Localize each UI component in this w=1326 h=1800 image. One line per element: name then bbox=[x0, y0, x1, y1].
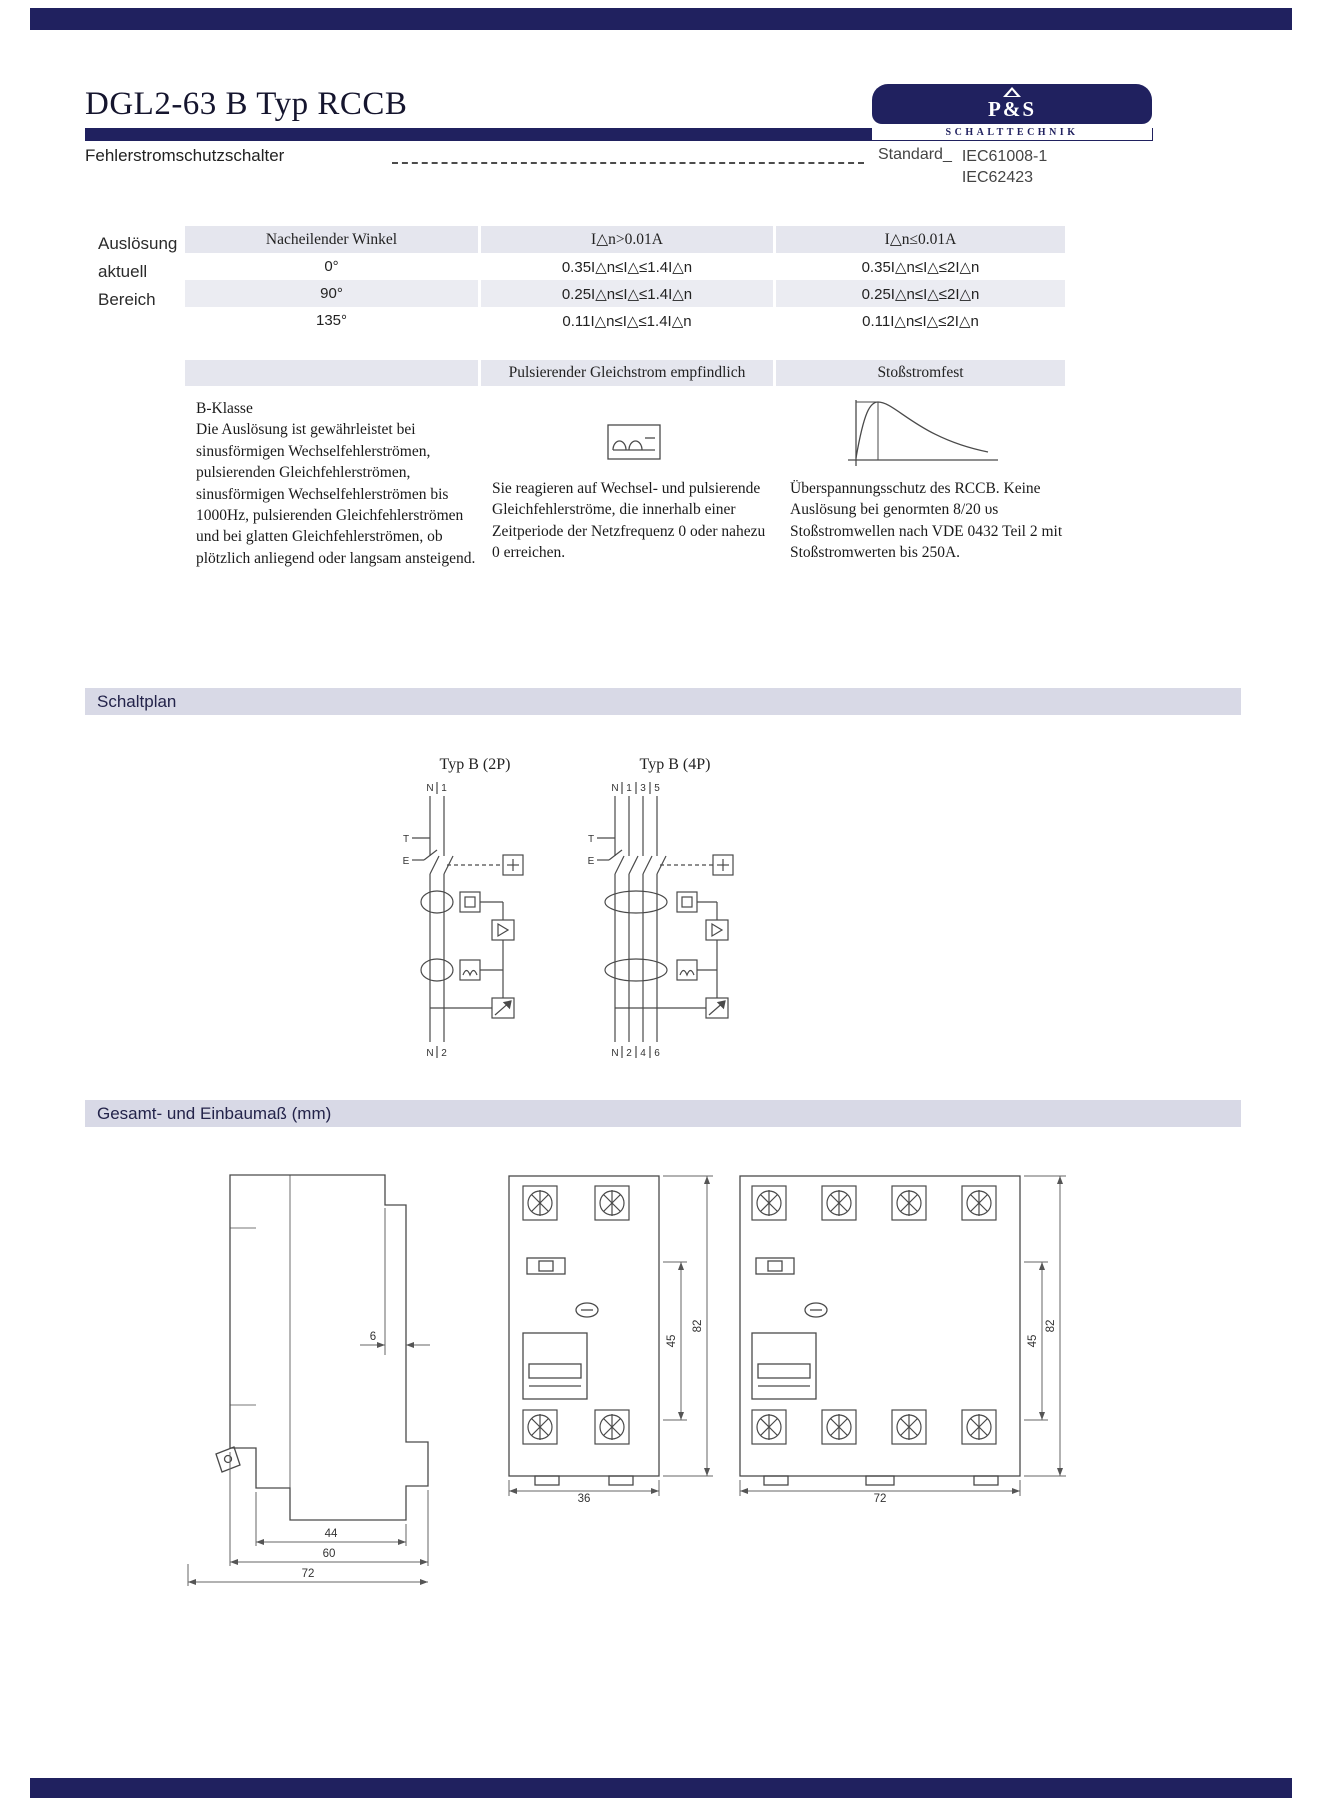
dim-label: 44 bbox=[324, 1528, 338, 1540]
pulsating-dc-waveform-icon bbox=[607, 424, 661, 460]
terminal-label: N bbox=[426, 783, 434, 794]
dim-label: 60 bbox=[322, 1548, 336, 1560]
terminal-label: 6 bbox=[654, 1048, 660, 1059]
table-row bbox=[185, 253, 1065, 280]
dim-label: 82 bbox=[1045, 1319, 1057, 1333]
dim-label: 72 bbox=[873, 1493, 887, 1503]
terminal-label: N bbox=[426, 1048, 434, 1059]
empty-header-cell bbox=[185, 360, 481, 386]
pulse-sensitivity-text: Sie reagieren auf Wechsel- und pulsierende Gleichfehlerströme, die innerhalb einer Zeitperiode der Netzfrequenz 0 oder nahezu 0 erreichen. bbox=[492, 480, 766, 562]
section-header-einbau bbox=[85, 1100, 1241, 1127]
terminal-label: N bbox=[611, 783, 619, 794]
table-cell: 90° bbox=[185, 280, 481, 307]
test-label: T bbox=[587, 834, 595, 845]
top-accent-bar bbox=[30, 8, 1292, 30]
dim-label: 6 bbox=[369, 1331, 377, 1343]
trip-current-table bbox=[185, 226, 1065, 334]
table-cell: 0.11I△n≤I△≤1.4I△n bbox=[481, 307, 776, 334]
table-header-row bbox=[185, 226, 1065, 253]
schematic-4p-label: Typ B (4P) bbox=[639, 756, 711, 773]
table-header-cell: Pulsierender Gleichstrom empfindlich bbox=[481, 360, 776, 386]
side-label-line: aktuell bbox=[98, 262, 148, 281]
logo-roof-inner-icon bbox=[1007, 90, 1017, 96]
schematic-2p-label: Typ B (2P) bbox=[439, 756, 511, 773]
terminal-label: 1 bbox=[626, 783, 632, 794]
e-label: E bbox=[402, 856, 410, 867]
table-cell: 0.11I△n≤I△≤2I△n bbox=[776, 307, 1065, 334]
b-class-text: Die Auslösung ist gewährleistet bei sinusförmigen Wechselfehlerströmen, pulsierenden Gleichfehlerströmen, sinusförmigen Wechselfehlerströmen bis 1000Hz, pulsierenden Gleichfehlerströmen und bei glatten Gleichfehlerströmen, ob plötzlich anliegend oder langsam ansteigend. bbox=[196, 421, 476, 567]
table-row bbox=[185, 307, 1065, 334]
schematic-typ-b-2p bbox=[400, 780, 550, 1070]
terminal-label: 2 bbox=[441, 1048, 447, 1059]
table-cell: 0° bbox=[185, 253, 481, 280]
terminal-label: N bbox=[611, 1048, 619, 1059]
page-title: DGL2-63 B Typ RCCB bbox=[85, 86, 408, 122]
table-header-cell: I△n>0.01A bbox=[481, 226, 776, 253]
dashed-divider bbox=[392, 162, 864, 164]
dim-label: 45 bbox=[666, 1334, 678, 1348]
characteristics-header bbox=[185, 360, 1065, 386]
trip-range-side-label bbox=[98, 230, 177, 314]
standard-value: IEC62423 bbox=[961, 169, 1034, 186]
table-header-row bbox=[185, 360, 1065, 386]
terminal-label: 5 bbox=[654, 783, 660, 794]
dim-label: 45 bbox=[1027, 1334, 1039, 1348]
front-view-2p-drawing bbox=[495, 1158, 730, 1503]
standard-value: IEC61008-1 bbox=[961, 148, 1048, 165]
logo-mark bbox=[872, 84, 1152, 124]
terminal-label: 1 bbox=[441, 783, 447, 794]
table-header-cell: Stoßstromfest bbox=[776, 360, 1065, 386]
schematic-typ-b-4p bbox=[585, 780, 765, 1070]
page-subtitle: Fehlerstromschutzschalter bbox=[85, 146, 285, 165]
b-class-title: B-Klasse bbox=[196, 400, 253, 417]
dim-label: 36 bbox=[577, 1493, 591, 1503]
e-label: E bbox=[587, 856, 595, 867]
section-title: Schaltplan bbox=[97, 691, 177, 711]
logo-brand-text: P&S bbox=[988, 97, 1036, 121]
table-header-cell: Nacheilender Winkel bbox=[185, 226, 481, 253]
brand-logo bbox=[872, 84, 1152, 140]
front-view-4p-drawing bbox=[730, 1158, 1075, 1503]
table-cell: 0.25I△n≤I△≤1.4I△n bbox=[481, 280, 776, 307]
side-label-line: Auslösung bbox=[98, 234, 178, 253]
table-row bbox=[185, 280, 1065, 307]
standards-block bbox=[878, 146, 1047, 188]
dim-label: 82 bbox=[692, 1319, 704, 1333]
table-cell: 0.35I△n≤I△≤1.4I△n bbox=[481, 253, 776, 280]
terminal-label: 2 bbox=[626, 1048, 632, 1059]
section-title: Gesamt- und Einbaumaß (mm) bbox=[97, 1103, 332, 1123]
surge-current-curve-graph bbox=[838, 394, 1008, 476]
test-label: T bbox=[402, 834, 410, 845]
side-view-drawing bbox=[130, 1150, 460, 1590]
dim-label: 72 bbox=[301, 1568, 315, 1580]
section-header-schaltplan bbox=[85, 688, 1241, 715]
side-label-line: Bereich bbox=[98, 290, 156, 309]
terminal-label: 4 bbox=[640, 1048, 646, 1059]
table-cell: 0.35I△n≤I△≤2I△n bbox=[776, 253, 1065, 280]
surge-withstand-text: Überspannungsschutz des RCCB. Keine Auslösung bei genormten 8/20 υs Stoßstromwellen nach VDE 0432 Teil 2 mit Stoßstromwerten bis 250A. bbox=[790, 480, 1063, 562]
table-cell: 135° bbox=[185, 307, 481, 334]
bottom-accent-bar bbox=[30, 1778, 1292, 1798]
b-class-description bbox=[196, 398, 478, 569]
logo-tagline: SCHALTTECHNIK bbox=[872, 125, 1152, 140]
standard-label: Standard_ bbox=[878, 146, 952, 163]
table-header-cell: I△n≤0.01A bbox=[776, 226, 1065, 253]
terminal-label: 3 bbox=[640, 783, 646, 794]
table-cell: 0.25I△n≤I△≤2I△n bbox=[776, 280, 1065, 307]
